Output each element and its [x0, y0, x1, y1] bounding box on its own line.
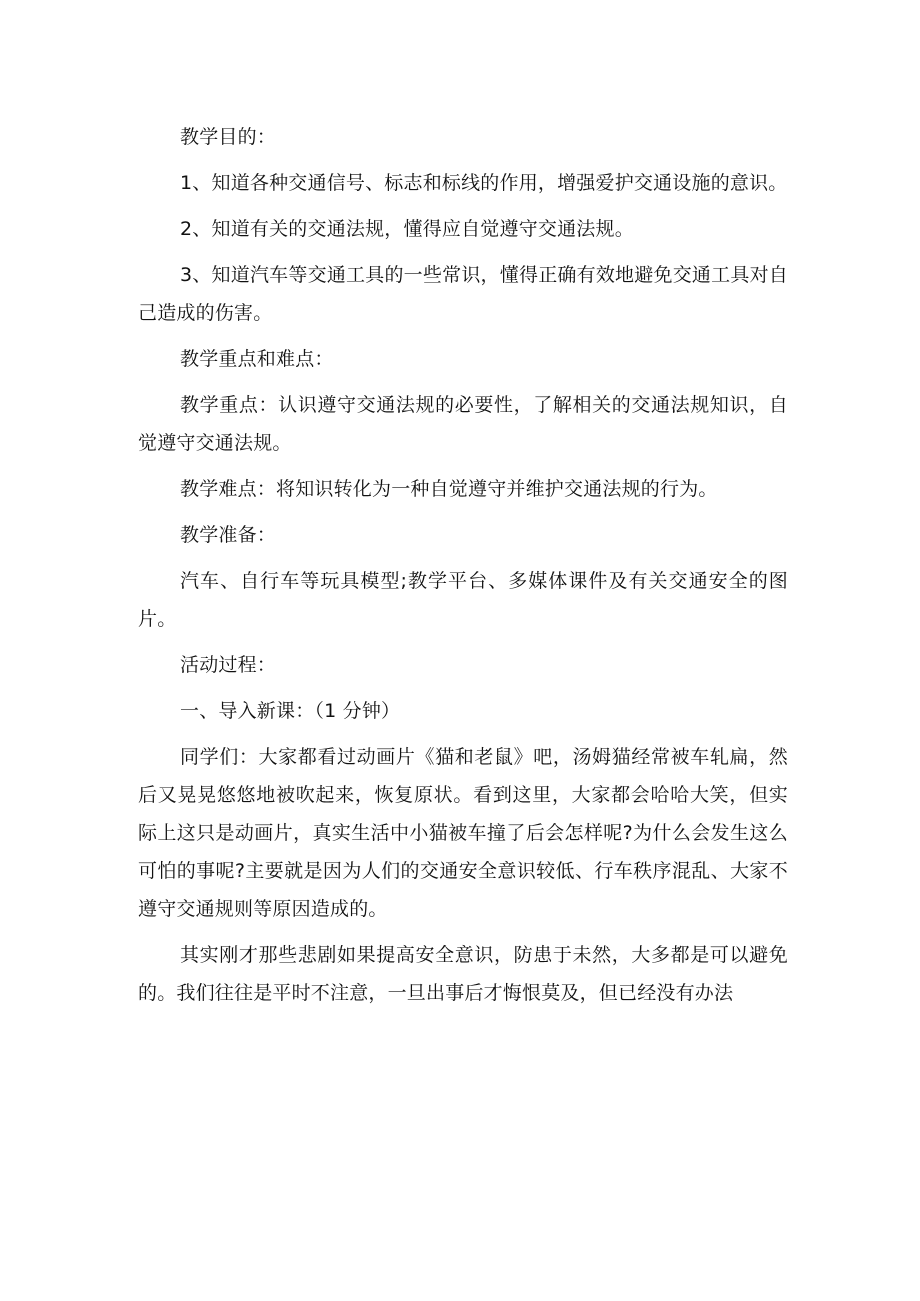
- document-page: [138, 118, 788, 1020]
- difficult-point-text: 教学难点：将知识转化为一种自觉遵守并维护交通法规的行为。: [180, 478, 718, 500]
- heading-key-difficult-points: 教学重点和难点：: [180, 348, 334, 370]
- goal-item-2: 2、知道有关的交通法规，懂得应自觉遵守交通法规。: [180, 218, 634, 240]
- heading-teaching-goals: 教学目的：: [180, 126, 277, 148]
- intro-paragraph: 同学们：大家都看过动画片《猫和老鼠》吧，汤姆猫经常被车轧扁，然后又晃晃悠悠地被吹起来，恢复原状。看到这里，大家都会哈哈大笑，但实际上这只是动画片，真实生活中小猫被车撞了后会怎样呢?为什么会发生这么可怕的事呢?主要就是因为人们的交通安全意识较低、行车秩序混乱、大家不遵守交通规则等原因造成的。: [138, 746, 788, 920]
- heading-teaching-preparation: 教学准备：: [180, 524, 277, 546]
- heading-activity-process: 活动过程：: [180, 654, 277, 676]
- section-intro-title: 一、导入新课：（1 分钟）: [180, 700, 401, 722]
- key-point-text: 教学重点：认识遵守交通法规的必要性，了解相关的交通法规知识，自觉遵守交通法规。: [138, 394, 788, 454]
- continuation-paragraph: 其实刚才那些悲剧如果提高安全意识，防患于未然，大多都是可以避免的。我们往往是平时不注意，一旦出事后才悔恨莫及，但已经没有办法: [138, 944, 788, 1004]
- preparation-text: 汽车、自行车等玩具模型;教学平台、多媒体课件及有关交通安全的图片。: [138, 570, 788, 630]
- goal-item-3: 3、知道汽车等交通工具的一些常识，懂得正确有效地避免交通工具对自己造成的伤害。: [138, 264, 788, 324]
- goal-item-1: 1、知道各种交通信号、标志和标线的作用，增强爱护交通设施的意识。: [180, 172, 788, 194]
